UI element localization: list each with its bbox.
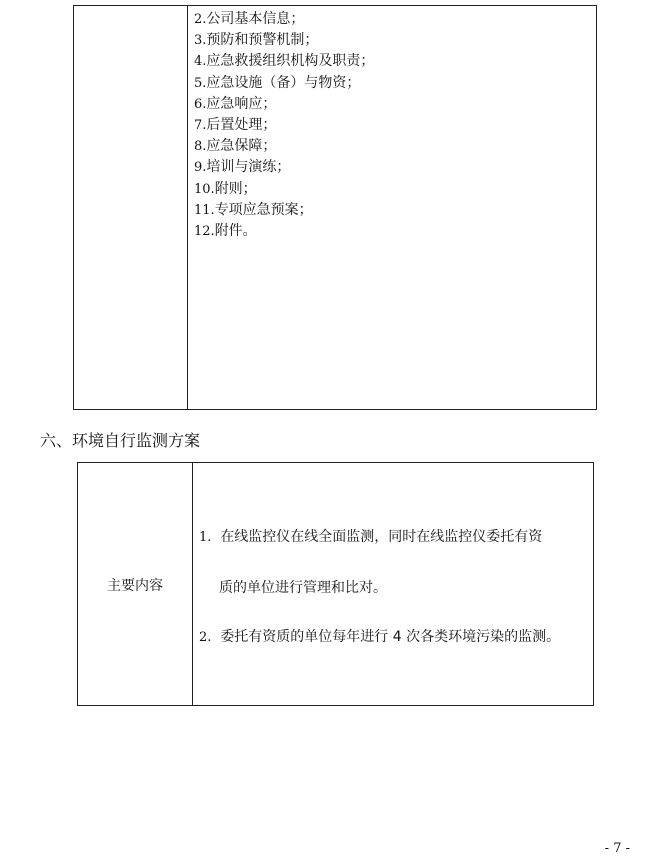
- page-number: - 7 -: [604, 841, 630, 856]
- list-item: 10.附则；: [194, 180, 257, 197]
- list-item: 11.专项应急预案；: [194, 201, 313, 218]
- emergency-plan-table: [73, 5, 597, 410]
- monitoring-plan-table: [77, 462, 594, 706]
- list-item: 5.应急设施（备）与物资；: [194, 74, 361, 91]
- emergency-plan-contents-list: [194, 9, 374, 242]
- monitor-item-1-continued: 质的单位进行管理和比对。: [219, 580, 387, 596]
- list-item: 4.应急救援组织机构及职责；: [194, 53, 375, 70]
- list-item: 6.应急响应；: [194, 95, 277, 112]
- list-item: 12.附件。: [194, 223, 257, 240]
- section-heading: 六、环境自行监测方案: [40, 431, 201, 450]
- column-divider: [192, 463, 193, 705]
- column-divider: [187, 6, 188, 409]
- monitor-item-1: 1. 在线监控仪在线全面监测，同时在线监控仪委托有资: [199, 529, 543, 545]
- list-item: 9.培训与演练；: [194, 159, 291, 176]
- row-label: 主要内容: [107, 578, 163, 594]
- list-item: 7.后置处理；: [194, 117, 277, 134]
- list-item: 8.应急保障；: [194, 138, 277, 155]
- list-item: 3.预防和预警机制；: [194, 32, 319, 49]
- monitor-item-2: 2. 委托有资质的单位每年进行 4 次各类环境污染的监测。: [199, 629, 561, 645]
- list-item: 2.公司基本信息；: [194, 11, 305, 27]
